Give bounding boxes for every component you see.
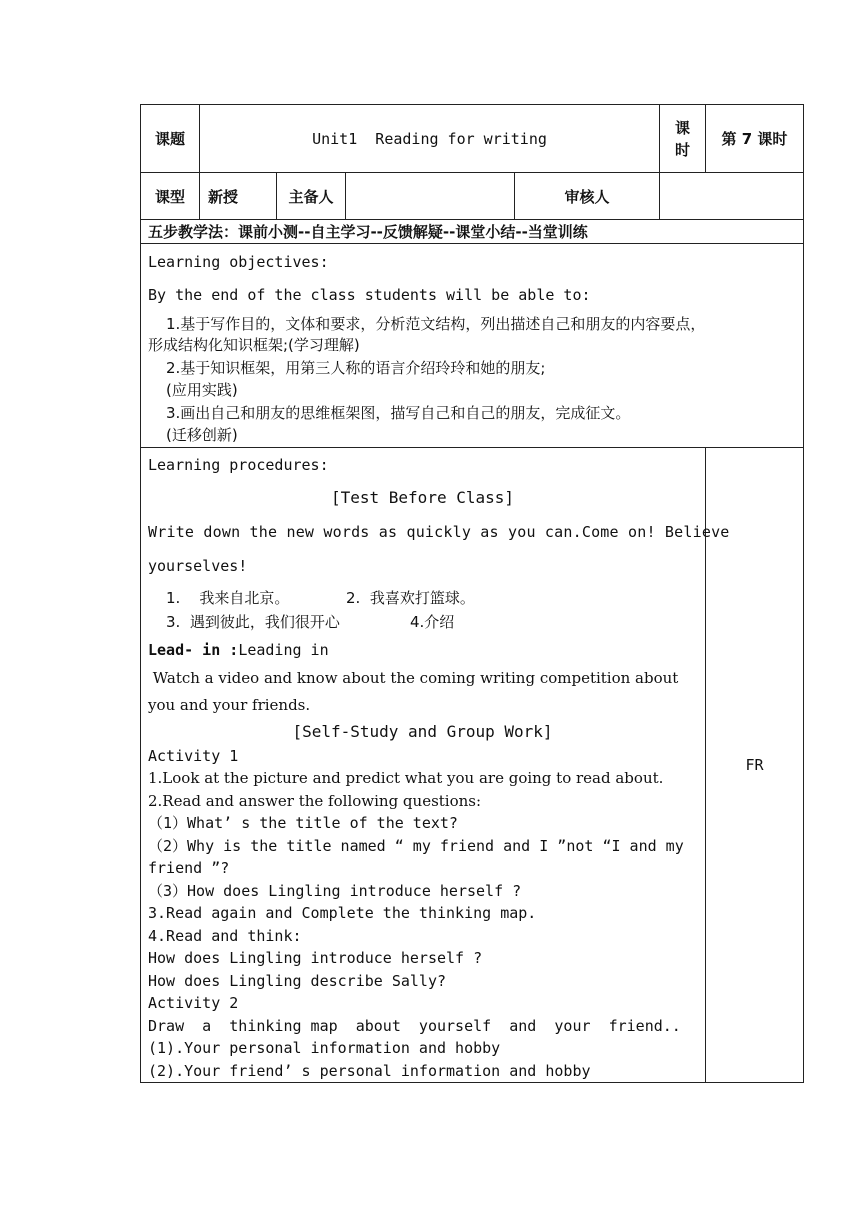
method-cell xyxy=(140,219,804,244)
objective-1-line-2: 形成结构化知识框架;(学习理解) xyxy=(148,336,360,354)
lead-in-line xyxy=(148,640,329,660)
activity-1-question-2-line-1: （2）Why is the title named “ my friend and I ”not “I and my xyxy=(148,837,684,855)
self-study-title: [Self-Study and Group Work] xyxy=(292,722,553,741)
activity-1-question-3: （3）How does Lingling introduce herself ? xyxy=(148,882,522,900)
reviewer-label-cell xyxy=(514,172,660,220)
objective-2-line-2: (应用实践) xyxy=(166,381,238,399)
activity-1-question-1: （1）What’ s the title of the text? xyxy=(148,814,458,832)
preparer-label: 主备人 xyxy=(288,187,334,206)
topic-value-cell xyxy=(199,104,660,173)
objectives-heading: Learning objectives: xyxy=(148,253,329,271)
activity-1-item-1: 1.Look at the picture and predict what you are going to read about. xyxy=(148,769,664,787)
activity-2-intro: Draw a thinking map about yourself and your friend.. xyxy=(148,1017,681,1035)
lead-in-desc-line-2: you and your friends. xyxy=(148,696,311,714)
period-value-cell xyxy=(705,104,804,173)
activity-1-item-4: 4.Read and think: xyxy=(148,927,302,945)
topic-value: Unit1 Reading for writing xyxy=(312,129,547,148)
activity-1-question-2-line-2: friend ”? xyxy=(148,859,230,877)
reviewer-label: 审核人 xyxy=(564,187,610,206)
activity-1-think-1: How does Lingling introduce herself ? xyxy=(148,949,483,967)
procedures-heading: Learning procedures: xyxy=(148,456,329,474)
test-before-class-title: [Test Before Class] xyxy=(330,488,515,507)
test-item-1: 1. 我来自北京。 xyxy=(166,589,290,607)
side-note-cell xyxy=(705,447,804,1083)
lead-in-desc-line-1: Watch a video and know about the coming writing competition about xyxy=(148,669,679,687)
period-label: 课 时 xyxy=(674,118,690,159)
objective-3-line-2: (迁移创新) xyxy=(166,426,238,444)
reviewer-value-cell xyxy=(659,172,804,220)
lead-in-text: Leading in xyxy=(238,641,329,659)
period-label-cell xyxy=(659,104,706,173)
test-item-3: 3. 遇到彼此，我们很开心 xyxy=(166,613,340,631)
topic-label: 课题 xyxy=(154,130,185,148)
period-value: 第 7 课时 xyxy=(721,130,788,148)
preparer-label-cell xyxy=(276,172,346,220)
lead-in-label: Lead- in : xyxy=(148,641,239,659)
objectives-intro: By the end of the class students will be able to: xyxy=(148,286,591,304)
activity-2-item-2: (2).Your friend’ s personal information and hobby xyxy=(148,1062,591,1080)
activity-1-think-2: How does Lingling describe Sally? xyxy=(148,972,447,990)
objective-1-line-1: 1.基于写作目的，文体和要求，分析范文结构，列出描述自己和朋友的内容要点， xyxy=(166,315,706,333)
test-instruction-line-1: Write down the new words as quickly as you can.Come on! Believe xyxy=(148,523,730,541)
type-value-cell xyxy=(199,172,277,220)
activity-1-item-3: 3.Read again and Complete the thinking map. xyxy=(148,904,537,922)
side-note: FR xyxy=(745,756,764,774)
type-value: 新授 xyxy=(208,187,239,206)
objective-2-line-1: 2.基于知识框架，用第三人称的语言介绍玲玲和她的朋友; xyxy=(166,359,546,377)
activity-1-heading: Activity 1 xyxy=(148,747,239,765)
type-label: 课型 xyxy=(154,187,185,206)
test-item-2: 2. 我喜欢打篮球。 xyxy=(346,589,475,607)
type-label-cell xyxy=(140,172,200,220)
activity-2-heading: Activity 2 xyxy=(148,994,239,1012)
method-line: 五步教学法：课前小测--自主学习--反馈解疑--课堂小结--当堂训练 xyxy=(148,223,588,241)
preparer-value-cell xyxy=(345,172,515,220)
topic-label-cell xyxy=(140,104,200,173)
activity-2-item-1: (1).Your personal information and hobby xyxy=(148,1039,501,1057)
test-item-4: 4.介绍 xyxy=(410,613,455,631)
activity-1-item-2: 2.Read and answer the following questions: xyxy=(148,792,482,810)
test-instruction-line-2: yourselves! xyxy=(148,557,248,575)
objective-3-line-1: 3.画出自己和朋友的思维框架图，描写自己和自己的朋友，完成征文。 xyxy=(166,404,631,422)
